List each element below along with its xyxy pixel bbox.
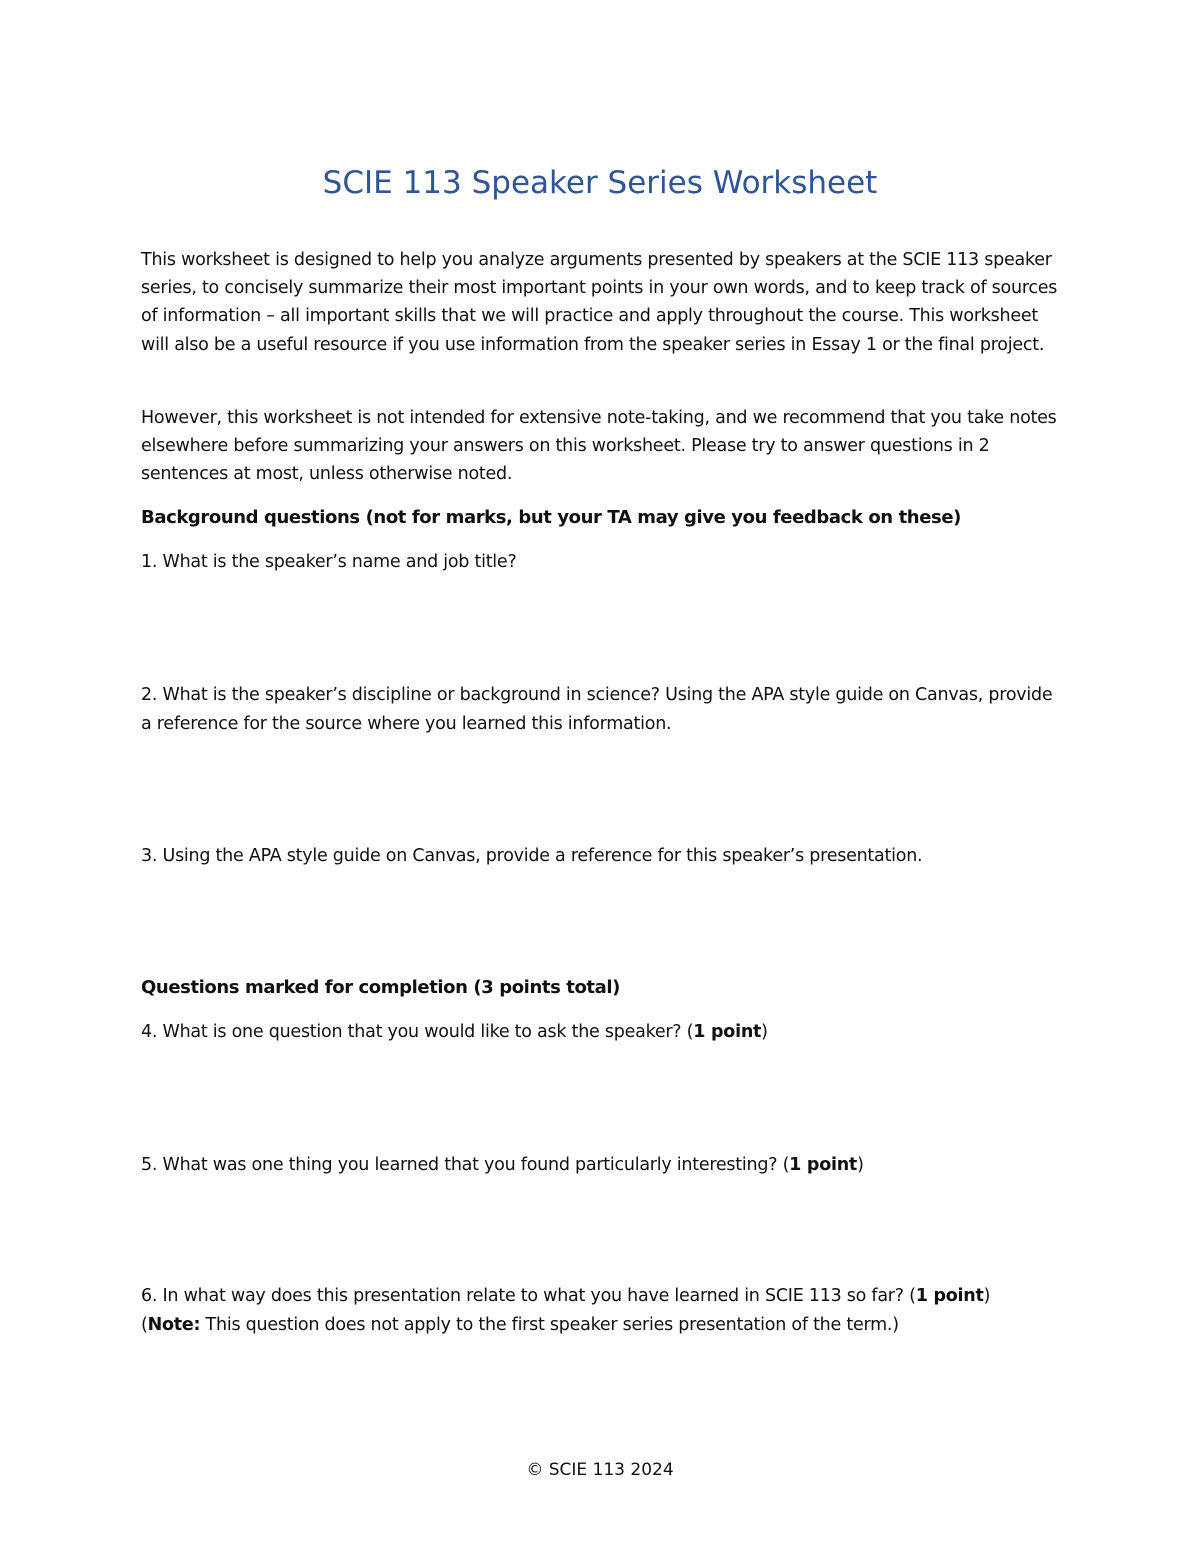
question-4 [141,1018,1061,1047]
question-4-points: 1 point [693,1022,762,1042]
question-5 [141,1151,1061,1180]
question-6-text: 6. In what way does this presentation relate to what you have learned in SCIE 113 so far? ( [141,1286,916,1306]
question-5-close: ) [857,1155,864,1175]
question-1: 1. What is the speaker’s name and job title? [141,552,517,572]
intro-text-2: However, this worksheet is not intended for extensive note-taking, and we recommend that you take notes elsewhere before summarizing your answers on this worksheet. Please try to answer questions in 2 sentences at most, unless otherwise noted. [141,408,1057,485]
question-4-text: 4. What is one question that you would like to ask the speaker? ( [141,1022,694,1042]
intro-text-1: This worksheet is designed to help you analyze arguments presented by speakers at the SCIE 113 speaker series, to concisely summarize their most important points in your own words, and to keep track of sources of information – all important skills that we will practice and apply throughout the course. This worksheet will also be a useful resource if you use information from the speaker series in Essay 1 or the final project. [141,250,1058,355]
question-6-close: ) [983,1286,991,1306]
page-title: SCIE 113 Speaker Series Worksheet [322,165,878,201]
copyright-footer: © SCIE 113 2024 [526,1460,674,1480]
question-4-close: ) [761,1022,768,1042]
intro-paragraph-1 [141,246,1061,359]
question-6 [141,1282,1061,1339]
intro-paragraph-2 [141,404,1061,489]
question-5-text: 5. What was one thing you learned that you found particularly interesting? ( [141,1155,790,1175]
question-3: 3. Using the APA style guide on Canvas, provide a reference for this speaker’s presentation. [141,846,923,866]
question-6-points: 1 point [915,1286,984,1306]
question-2: 2. What is the speaker’s discipline or background in science? Using the APA style guide on Canvas, provide a reference for the source where you learned this information. [141,685,1053,734]
background-questions-heading: Background questions (not for marks, but your TA may give you feedback on these) [141,507,961,528]
question-6-note-label: Note: [147,1314,201,1335]
question-6-note-open: ( [141,1314,148,1335]
question-5-points: 1 point [789,1155,858,1175]
question-6-note-text: This question does not apply to the first speaker series presentation of the term.) [200,1314,899,1335]
completion-questions-heading: Questions marked for completion (3 points total) [141,977,620,998]
